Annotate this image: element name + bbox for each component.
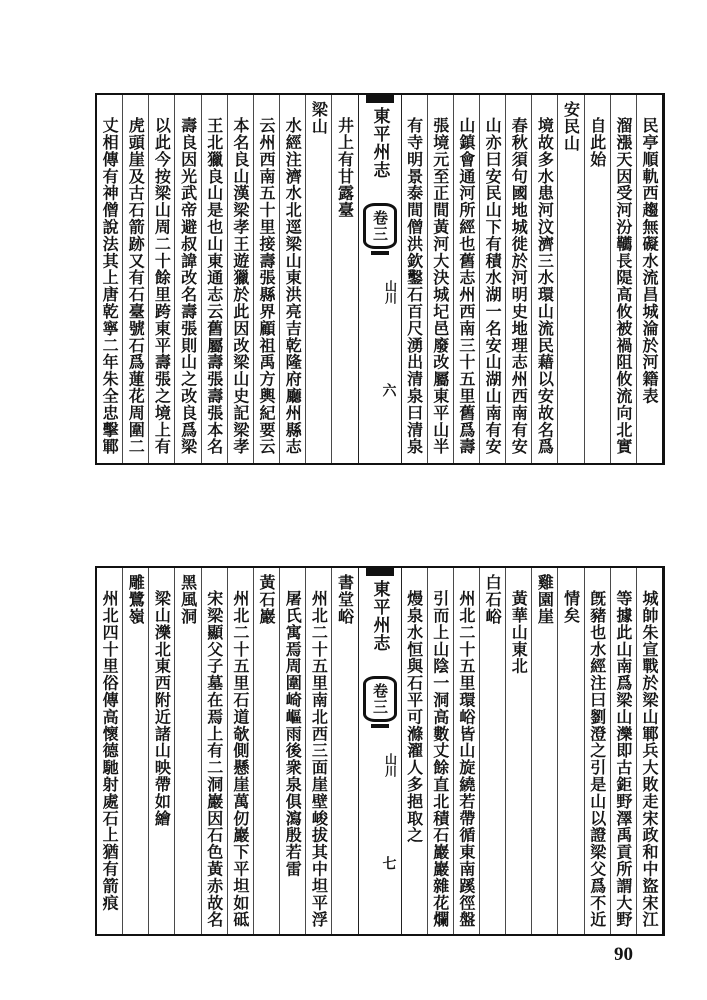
- text-column: 山亦曰安民山下有積水湖一名安山湖山南有安: [479, 95, 505, 463]
- volume-cartouche: [363, 676, 397, 722]
- text-column: 州北二十五里南北西三面崖壁峻拔其中坦平浮: [305, 568, 331, 934]
- text-column: 山鎮會通河所經也舊志州西南三十五里舊爲壽: [453, 95, 479, 463]
- text-column: 溜漲天因受河汾韉長隄高攸被禍阻攸流向北實: [610, 95, 636, 463]
- section-label: 山川: [383, 280, 398, 304]
- page-number: 90: [614, 944, 633, 965]
- fish-tail-mark: [371, 251, 389, 255]
- spine-black-mark: [366, 95, 394, 103]
- entry-heading: 雕鷺嶺: [122, 568, 148, 934]
- section-label: 山川: [383, 753, 398, 777]
- text-column: 云州西南五十里接壽張縣界顧祖禹方輿紀要云: [253, 95, 279, 463]
- text-column: 民亭順軌西趨無礙水流昌城淪於河籍表: [636, 95, 662, 463]
- text-column: 州北四十里俗傳高懷德馳射處石上猶有箭痕: [100, 590, 120, 912]
- book-title: 東平州志: [369, 107, 390, 179]
- entry-heading: 書堂峪: [331, 568, 357, 934]
- text-column: 張境元至正間黃河大決城圮邑廢改屬東平山半: [427, 95, 453, 463]
- lower-left-half: [97, 568, 358, 934]
- text-column: 以此今按梁山周二十餘里跨東平壽張之境上有: [148, 95, 174, 463]
- text-column: 本名良山漢梁孝王遊獵於此因改梁山史記梁孝: [227, 95, 253, 463]
- text-column: 等據此山南爲梁山濼即古鉅野澤禹貢所謂大野: [610, 568, 636, 934]
- text-column: 州北二十五里環峪皆山旋繞若帶循東南蹊徑盤: [453, 568, 479, 934]
- text-column: 黃華山東北: [505, 568, 531, 934]
- text-column: 屠氏寓焉周圍崎嶇雨後衆泉俱瀉殷若雷: [279, 568, 305, 934]
- text-column: 春秋須句國地城徙於河明史地理志州西南有安: [505, 95, 531, 463]
- entry-heading: 雞園崖: [531, 568, 557, 934]
- upper-right-half: [402, 95, 663, 463]
- text-column: 王北獵良山是也山東通志云舊屬壽張壽張本名: [201, 95, 227, 463]
- text-column: 旣豬也水經注曰劉澄之引是山以證梁父爲不近: [584, 568, 610, 934]
- lower-right-half: [402, 568, 663, 934]
- text-column: 州北二十五里石道欹側懸崖萬仞巖下平坦如砥: [227, 568, 253, 934]
- text-column: 熳泉水恒與石平可滌濯人多挹取之: [404, 590, 424, 844]
- fish-tail-mark: [371, 724, 389, 728]
- text-column: 虎頭崖及古石箭跡又有石臺號石爲蓮花周圍二: [122, 95, 148, 463]
- spine-black-mark: [366, 568, 394, 576]
- upper-center-strip: [358, 95, 402, 463]
- entry-heading: 白石峪: [479, 568, 505, 934]
- entry-heading: 黑風洞: [174, 568, 200, 934]
- text-column: 井上有甘露臺: [331, 95, 357, 463]
- entry-heading: 安民山: [557, 95, 583, 463]
- text-column: 宋梁顯父子墓在焉上有二洞巖因石色黃赤故名: [201, 568, 227, 934]
- folio-number: 六: [380, 383, 397, 397]
- text-column: 有寺明景泰間僧洪欽鑿石百尺湧出清泉曰清泉: [404, 117, 424, 455]
- text-column: 梁山濼北東西附近諸山映帶如繪: [148, 568, 174, 934]
- text-column: 城帥朱宣戰於梁山鄆兵大敗走宋政和中盜宋江: [636, 568, 662, 934]
- text-column: 壽良因光武帝避叔諱改名壽張則山之改良爲梁: [174, 95, 200, 463]
- text-column: 自此始: [584, 95, 610, 463]
- text-column: 水經注濟水北逕梁山東洪亮吉乾隆府廳州縣志: [279, 95, 305, 463]
- text-column: 境故多水患河汶濟三水環山流民藉以安故名爲: [531, 95, 557, 463]
- volume-label: 卷三: [371, 683, 389, 715]
- upper-leaf: [95, 93, 665, 465]
- book-title: 東平州志: [369, 580, 390, 652]
- volume-label: 卷三: [371, 210, 389, 242]
- volume-cartouche: [363, 203, 397, 249]
- entry-heading: 梁山: [305, 95, 331, 463]
- entry-heading: 黃石巖: [253, 568, 279, 934]
- lower-center-strip: [358, 568, 402, 934]
- text-column: 引而上山陰一洞高數丈餘直北積石巖巖雜花爛: [427, 568, 453, 934]
- upper-left-half: [97, 95, 358, 463]
- text-column: 情矣: [557, 568, 583, 934]
- folio-number: 七: [380, 856, 397, 870]
- text-column: 丈相傳有神僧說法其上唐乾寧二年朱全忠擊鄆: [100, 117, 120, 455]
- lower-leaf: [95, 566, 665, 936]
